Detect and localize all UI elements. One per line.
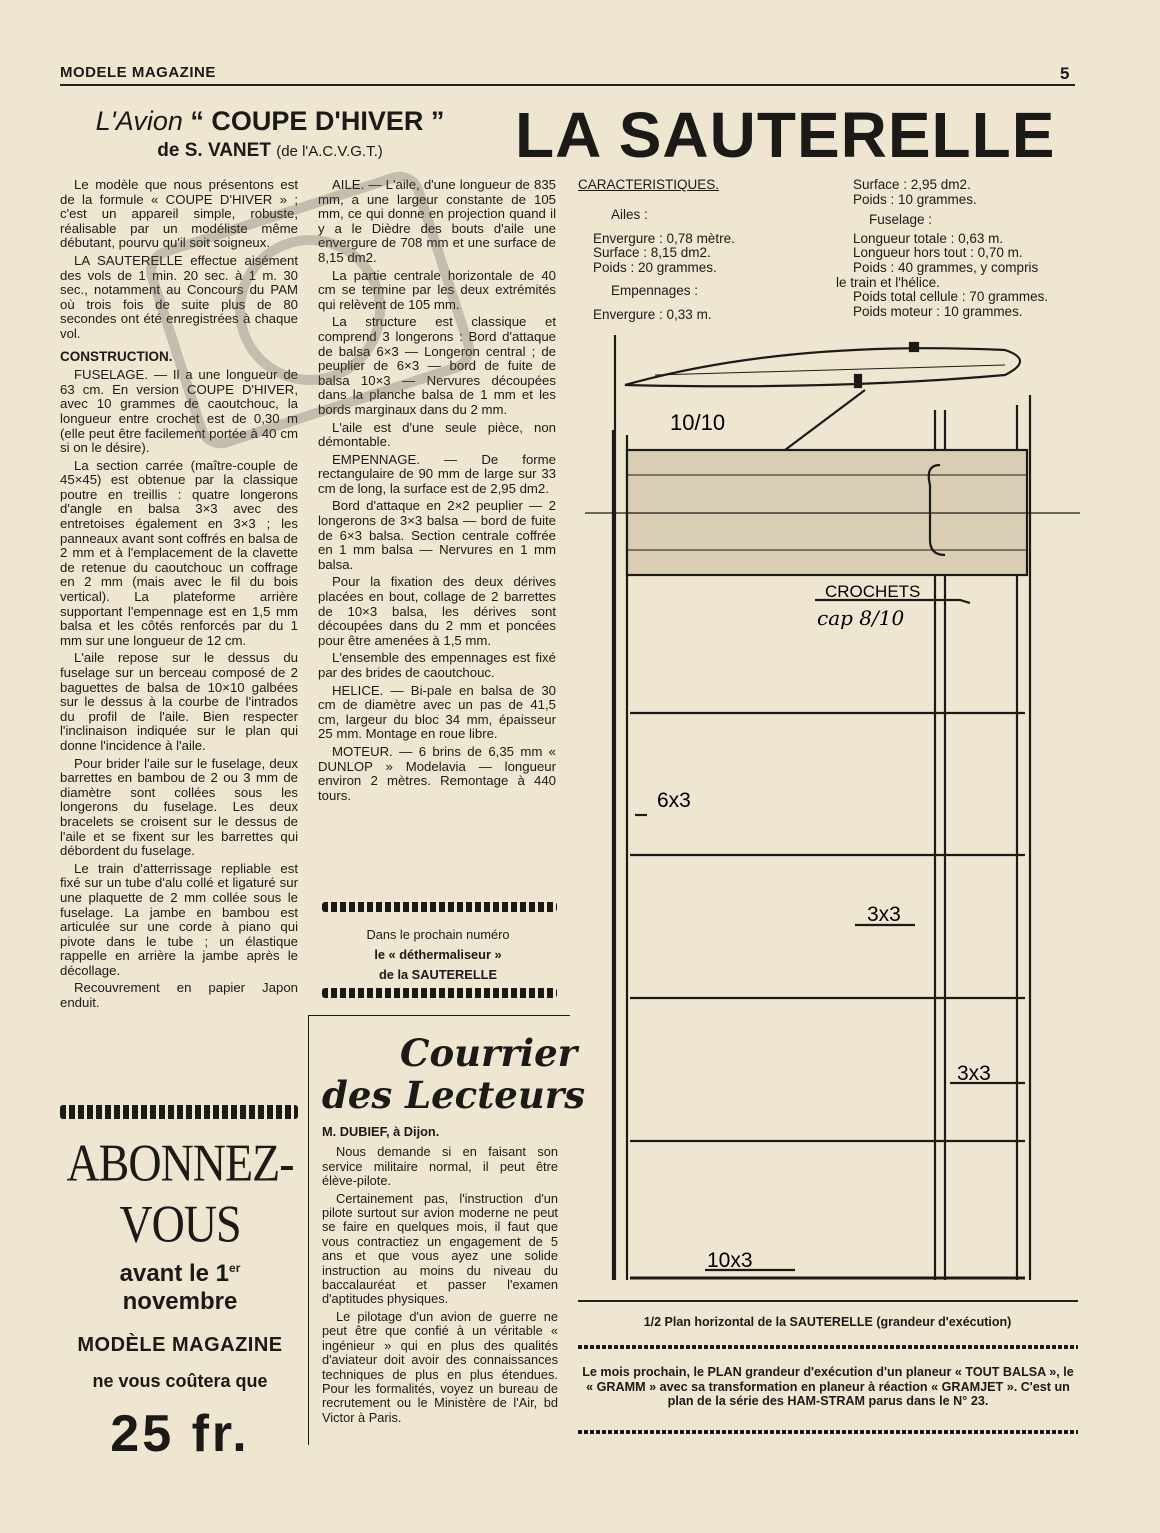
paragraph: La section carrée (maître-couple de 45×45) est obtenue par la classique poutre en treillis : quatre longerons d'angle en balsa 3×3 avec des entretoises également en 3×3 ; les panneaux avant sont coffrés en balsa de 2 mm et à l'emplacement de la clavette de retenue du caoutchouc un coffrage en 2 mm (mais avec le fil du bois vertical). La plateforme arrière supportant l'empennage est en 1,5 mm balsa et les côtés renforcés par du 1 mm sur une longueur de 12 cm.: [60, 457, 298, 648]
char-line: Surface : 2,95 dm2.: [853, 177, 971, 192]
paragraph: LA SAUTERELLE effectue aisément des vols de 1 min. 20 sec. à 1 m. 30 sec., notamment au Concours du PAM où trois fois de suite plus de 80 secondes ont été enregistrées à chaque vol.: [60, 252, 298, 341]
page-number: 5: [1060, 64, 1070, 83]
subscribe-date: avant le 1er novembre: [119, 1260, 241, 1315]
paragraph: Pour brider l'aile sur le fuselage, deux barrettes en bambou de 2 ou 3 mm de diamètre sont collées sous les longerons du fuselage. Les deux bracelets se croisent sur le dessus de l'aile et se fixent sur les barrettes qui débordent du fuselage.: [60, 755, 298, 859]
section-heading: CONSTRUCTION.: [60, 348, 173, 364]
paragraph: La partie centrale horizontale de 40 cm se termine par les deux extrémités qui relèvent de 105 mm.: [318, 267, 556, 312]
plan-caption: 1/2 Plan horizontal de la SAUTERELLE (grandeur d'exécution): [643, 1315, 1012, 1329]
label-6x3: 6x3: [657, 789, 691, 812]
author-club: (de l'A.C.V.G.T.): [276, 143, 383, 160]
char-line: Envergure : 0,78 mètre.: [593, 230, 735, 246]
running-title: MODELE MAGAZINE: [60, 64, 216, 81]
paragraph: Recouvrement en papier Japon enduit.: [60, 980, 298, 1011]
label-10-10: 10/10: [670, 410, 726, 435]
subscribe-ad: [60, 1133, 300, 1464]
char-line: Longueur totale : 0,63 m.: [853, 230, 1004, 246]
header-rule: [60, 84, 1075, 86]
courrier-top-rule: [308, 1015, 570, 1016]
char-line: Longueur hors tout : 0,70 m.: [853, 245, 1023, 261]
subscribe-cost-text: ne vous coûtera que: [92, 1371, 268, 1391]
char-line: Poids : 40 grammes, y compris: [853, 259, 1039, 275]
next-month-note: Le mois prochain, le PLAN grandeur d'exécution d'un planeur « TOUT BALSA », le « GRAMM » avec sa transformation en planeur à réaction « GRAMJET ». C'est un plan de la série des HAM-STRAM parus dans le N° 23.: [582, 1365, 1074, 1408]
characteristics-right: [836, 178, 1076, 319]
paragraph: Le train d'atterrissage repliable est fixé sur un tube d'alu collé et ligaturé sur une plaquette de 2 mm collée sous le fuselage. La jambe en bambou est articulée sur une corde à piano qui pivote dans le tube ; un élastique rappelle en arrière la jambe après le décollage.: [60, 860, 298, 978]
subscribe-magazine: MODÈLE MAGAZINE: [77, 1334, 283, 1356]
char-line: Poids total cellule : 70 grammes.: [853, 289, 1049, 305]
courrier-body: [322, 1125, 558, 1428]
reader-name: M. DUBIEF, à Dijon.: [322, 1124, 440, 1139]
char-line: Empennages :: [611, 283, 699, 299]
characteristics-left: [593, 208, 833, 323]
char-line: Envergure : 0,33 m.: [593, 306, 712, 322]
paragraph: Bord d'attaque en 2×2 peuplier — 2 longerons de 3×3 balsa — bord de fuite de 6×3 balsa. Section centrale coffrée en 1 mm balsa — Nervures en 1 mm balsa.: [318, 498, 556, 572]
paragraph: L'aile repose sur le dessus du fuselage sur un berceau composé de 2 baguettes de balsa de 10×10 galbées sur le dessus à la courbe de l'intrados du profil de l'aile. Bien respecter l'inclinaison indiquée sur le plan qui donne l'incidence à l'aile.: [60, 650, 298, 753]
divider: [578, 1430, 1078, 1434]
subscribe-price: 25 fr.: [110, 1405, 250, 1463]
char-line: Surface : 8,15 dm2.: [593, 245, 711, 261]
courrier-title-1: Courrier: [400, 1031, 578, 1075]
label-crochets: CROCHETS: [825, 582, 921, 601]
char-line: Poids : 10 grammes.: [853, 191, 977, 207]
paragraph: L'aile est d'une seule pièce, non démontable.: [318, 419, 556, 450]
article-title: [60, 106, 480, 137]
paragraph: FUSELAGE. — Il a une longueur de 63 cm. En version COUPE D'HIVER, avec 10 grammes de caoutchouc, la longueur entre crochet est de 0,30 m (elle peut être facilement portée à 40 cm si on le désire).: [60, 367, 298, 456]
title-main: “ COUPE D'HIVER ”: [190, 106, 445, 136]
label-3x3-b: 3x3: [957, 1062, 991, 1085]
paragraph: Pour la fixation des deux dérives placées en bout, collage de 2 barrettes de 10×3 balsa, les dérives sont découpées dans du 2 mm et poncées pour être amenées à 1,5 mm.: [318, 574, 556, 648]
label-cap: cap 8/10: [817, 606, 905, 630]
watermark-stamp-icon: [140, 150, 480, 470]
char-line: Poids : 20 grammes.: [593, 259, 717, 275]
courrier-title-2: des Lecteurs: [322, 1073, 586, 1117]
paragraph: HELICE. — Bi-pale en balsa de 30 cm de diamètre avec un pas de 41,5 cm, largeur du bloc 34 mm, épaisseur 25 mm. Montage en roue libre.: [318, 682, 556, 742]
paragraph: AILE. — L'aile, d'une longueur de 835 mm, a une largeur constante de 105 mm, ce qui donne en projection quand il y a le Dièdre des bouts d'aile une envergure de 708 mm et une surface de 8,15 dm2.: [318, 177, 556, 265]
wavy-divider: [60, 1105, 298, 1119]
paragraph: Le modèle que nous présentons est de la formule « COUPE D'HIVER » ; c'est un appareil simple, robuste, réalisable par un modéliste même débutant, pourvu qu'il soit soigneux.: [60, 177, 298, 251]
next-issue-box: [318, 925, 558, 985]
char-line: le train et l'hélice.: [836, 274, 940, 290]
announce-line: Dans le prochain numéro: [366, 927, 510, 942]
paragraph: L'ensemble des empennages est fixé par des brides de caoutchouc.: [318, 650, 556, 680]
char-line: Poids moteur : 10 grammes.: [853, 303, 1023, 319]
paragraph: EMPENNAGE. — De forme rectangulaire de 90 mm de large sur 33 cm de long, la surface est de 2,95 dm2.: [318, 451, 556, 496]
title-prefix: L'Avion: [95, 106, 183, 136]
wavy-divider: [322, 902, 557, 912]
plan-drawing: [585, 335, 1080, 1290]
label-3x3-a: 3x3: [867, 903, 901, 926]
paragraph: La structure est classique et comprend 3 longerons : Bord d'attaque de balsa 6×3 — Longeron central ; de peuplier de 6×3 — bord de fuite de balsa 10×3 — Nervures découpées dans la planche balsa de 1 mm et les bords marginaux dans du 2 mm.: [318, 314, 556, 417]
courrier-left-rule: [308, 1015, 309, 1445]
announce-line: le « déthermaliseur »: [374, 947, 502, 962]
subscribe-headline: ABONNEZ-VOUS: [66, 1133, 294, 1253]
big-title: LA SAUTERELLE: [515, 99, 1056, 171]
paragraph: MOTEUR. — 6 brins de 6,35 mm « DUNLOP » Modelavia — longueur environ 2 mètres. Remontage à 440 tours.: [318, 743, 556, 803]
author-name: de S. VANET: [157, 140, 271, 161]
paragraph: Nous demande si en faisant son service militaire normal, il peut être élève-pilote.: [322, 1144, 558, 1189]
divider: [578, 1345, 1078, 1349]
characteristics-heading: CARACTERISTIQUES.: [578, 177, 720, 192]
label-10x3: 10x3: [707, 1249, 753, 1272]
announce-line: de la SAUTERELLE: [378, 967, 498, 982]
paragraph: Certainement pas, l'instruction d'un pilote surtout sur avion moderne ne peut se faire en quelques mois, il faut que vous contractiez un engagement de 5 ans et que vous ayez une solide instruction au moins du niveau du baccalauréat et passer l'examen d'aptitudes physiques.: [322, 1190, 558, 1307]
paragraph: Le pilotage d'un avion de guerre ne peut être que confié à un véritable « ingénieur » qui en plus des qualités d'aviateur doit avoir des connaissances techniques de plus en plus étendues. Pour les formalités, voyez un bureau de recrutement ou le Ministère de l'Air, bd Victor à Paris.: [322, 1308, 558, 1425]
plan-bottom-rule: [578, 1300, 1078, 1302]
wavy-divider: [322, 988, 557, 998]
char-line: Ailes :: [611, 207, 648, 222]
char-line: Fuselage :: [869, 212, 933, 228]
